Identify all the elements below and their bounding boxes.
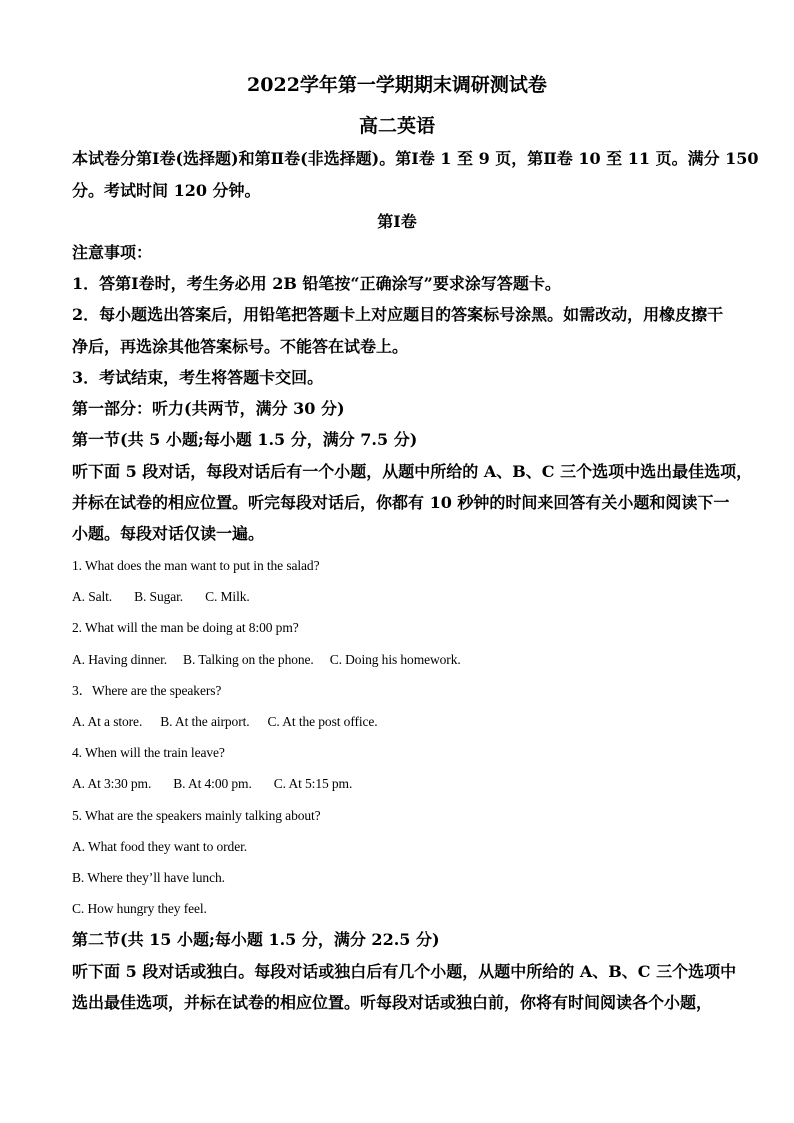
notes-item-3: 3．考试结束，考生将答题卡交回。 xyxy=(72,368,324,387)
exam-subtitle: 高二英语 xyxy=(358,115,435,137)
question-stem: 4. When will the train leave? xyxy=(72,745,225,760)
notes-heading: 注意事项： xyxy=(72,243,153,262)
intro-line-2: 分。考试时间 120 分钟。 xyxy=(72,181,261,200)
option-c: C. At the post office. xyxy=(267,714,378,729)
section-1-instructions-line-3: 小题。每段对话仅读一遍。 xyxy=(72,524,265,543)
option-a: A. At a store. xyxy=(72,714,143,729)
notes-item-2-line-1: 2．每小题选出答案后，用铅笔把答题卡上对应题目的答案标号涂黑。如需改动，用橡皮擦干 xyxy=(72,305,724,324)
question-stem: 2. What will the man be doing at 8:00 pm? xyxy=(72,620,299,635)
question-options xyxy=(72,775,724,793)
exam-title: 2022学年第一学期期末调研测试卷 xyxy=(247,74,547,96)
option-a: A. Having dinner. xyxy=(72,652,168,667)
volume-1-heading: 第Ⅰ卷 xyxy=(377,212,417,231)
option-c: C. Milk. xyxy=(205,589,250,604)
option-c: C. Doing his homework. xyxy=(329,652,461,667)
section-2-instructions-line-1: 听下面 5 段对话或独白。每段对话或独白后有几个小题，从题中所给的 A、B、C 三个选项中 xyxy=(72,962,737,981)
option-a: A. What food they want to order. xyxy=(72,839,248,854)
option-b: B. At the airport. xyxy=(160,714,250,729)
section-2-instructions-line-2: 选出最佳选项，并标在试卷的相应位置。听每段对话或独白前，你将有时间阅读各个小题， xyxy=(72,993,713,1012)
option-b: B. At 4:00 pm. xyxy=(173,776,252,791)
option-c: C. How hungry they feel. xyxy=(72,901,207,916)
option-a: A. Salt. xyxy=(72,589,113,604)
section-1-heading: 第一节(共 5 小题;每小题 1.5 分，满分 7.5 分) xyxy=(72,430,418,449)
option-b: B. Sugar. xyxy=(134,589,184,604)
section-1-instructions-line-2: 并标在试卷的相应位置。听完每段对话后，你都有 10 秒钟的时间来回答有关小题和阅读下一 xyxy=(72,493,730,512)
question-options xyxy=(72,713,724,731)
question-stem: 3．Where are the speakers? xyxy=(72,683,222,698)
question-stem: 1. What does the man want to put in the salad? xyxy=(72,558,320,573)
notes-item-1: 1．答第Ⅰ卷时，考生务必用 2B 铅笔按“正确涂写”要求涂写答题卡。 xyxy=(72,274,561,293)
part-1-heading: 第一部分：听力(共两节，满分 30 分) xyxy=(72,399,345,418)
option-b: B. Talking on the phone. xyxy=(183,652,314,667)
intro-line-1: 本试卷分第Ⅰ卷(选择题)和第Ⅱ卷(非选择题)。第Ⅰ卷 1 至 9 页，第Ⅱ卷 10 至 11 页。满分 150 xyxy=(72,149,759,168)
notes-item-2-line-2: 净后，再选涂其他答案标号。不能答在试卷上。 xyxy=(72,337,409,356)
question-options xyxy=(72,651,724,669)
question-options xyxy=(72,588,724,606)
section-2-heading: 第二节(共 15 小题;每小题 1.5 分，满分 22.5 分) xyxy=(72,930,440,949)
question-stem: 5. What are the speakers mainly talking about? xyxy=(72,808,321,823)
option-a: A. At 3:30 pm. xyxy=(72,776,152,791)
option-c: C. At 5:15 pm. xyxy=(273,776,353,791)
section-1-instructions-line-1: 听下面 5 段对话，每段对话后有一个小题，从题中所给的 A、B、C 三个选项中选出最佳选项， xyxy=(72,462,753,481)
option-b: B. Where they’ll have lunch. xyxy=(72,870,225,885)
